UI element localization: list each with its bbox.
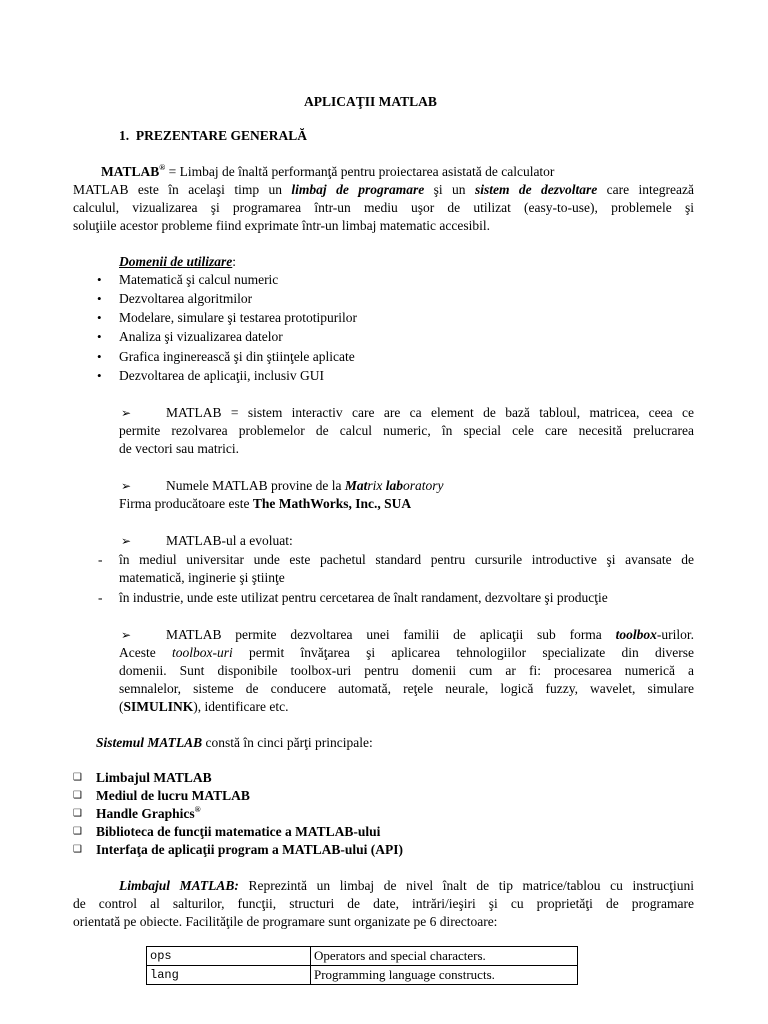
emphasis-development-system: sistem de dezvoltare [474,182,598,197]
directory-description: Operators and special characters. [311,947,578,966]
intro-paragraph-line-3: soluţiile acestor probleme fiind exprimate într-un limbaj matematic accesibil. [73,218,490,233]
checkbox-bullet-icon: ❑ [73,790,82,801]
language-line-1: Limbajul MATLAB: Reprezintă un limbaj de nivel înalt de tip matrice/tablou cu instrucţiuni [119,878,694,893]
registered-mark: ® [194,805,201,814]
point1-line-3: de vectori sau matrici. [119,441,239,456]
list-item: Grafica inginerească şi din ştiinţele aplicate [119,349,355,364]
directory-name: ops [147,947,311,966]
list-item: Handle Graphics® [96,805,201,821]
intro-paragraph-line-2: calculul, vizualizarea şi programarea într-un mediu uşor de utilizat (easy-to-use), problemele şi [73,200,694,215]
point4-line-3: domenii. Sunt disponibile toolbox-uri pentru domenii cum ar fi: procesarea numerică a [119,663,694,678]
language-line-3: orientată pe obiecte. Facilităţile de programare sunt organizate pe 6 directoare: [73,914,498,929]
arrow-bullet-icon: ➢ [121,534,132,548]
domains-heading: Domenii de utilizare: [119,254,237,269]
directory-description: Programming language constructs. [311,966,578,985]
point2-name-origin: Numele MATLAB provine de la Matrix laboratory [166,478,444,493]
bullet-icon: • [97,349,102,364]
point4-line-4: semnalelor, sisteme de conducere automată, reţele neurale, logică fuzzy, wavelet, simulare [119,681,694,696]
bullet-icon: • [97,329,102,344]
list-item: Analiza şi vizualizarea datelor [119,329,283,344]
list-item: Limbajul MATLAB [96,770,212,785]
point4-line-2: Aceste toolbox-uri permit învăţarea şi aplicarea tehnologiilor specializate din diverse [119,645,695,660]
page-title: APLICAŢII MATLAB [304,94,437,109]
dash-bullet: - [98,590,103,605]
matlab-definition [101,163,554,181]
arrow-bullet-icon: ➢ [121,479,132,493]
list-item: Mediul de lucru MATLAB [96,788,250,803]
bullet-icon: • [97,272,102,287]
definition-text: = Limbaj de înaltă performanţă pentru proiectarea asistată de calculator [165,164,555,179]
matlab-brand: MATLAB [101,164,160,179]
list-item: Interfaţa de aplicaţii program a MATLAB-ului (API) [96,842,403,857]
checkbox-bullet-icon: ❑ [73,844,82,855]
checkbox-bullet-icon: ❑ [73,772,82,783]
point4-line-1: MATLAB permite dezvoltarea unei familii de aplicaţii sub forma toolbox-urilor. [166,627,694,642]
bullet-icon: • [97,368,102,383]
point3-dash2: în industrie, unde este utilizat pentru cercetarea de înalt randament, dezvoltare şi producţie [119,590,608,605]
list-item: Dezvoltarea algoritmilor [119,291,253,306]
bullet-icon: • [97,291,102,306]
point3-dash1-line-1: în mediul universitar unde este pachetul standard pentru cursurile introductive şi avansate de [119,552,694,567]
list-item: Modelare, simulare şi testarea prototipurilor [119,310,358,325]
checkbox-bullet-icon: ❑ [73,826,82,837]
table-row [147,966,578,985]
point3-dash1-line-2: matematică, inginerie şi ştiinţe [119,570,285,585]
point3-line-1: MATLAB-ul a evoluat: [166,533,293,548]
registered-mark: ® [159,163,166,172]
point2-firm: Firma producătoare este The MathWorks, Inc., SUA [119,496,412,511]
section-heading [119,127,307,145]
list-item: Dezvoltarea de aplicaţii, inclusiv GUI [119,368,325,383]
section-number: 1. [119,128,130,143]
directories-table [146,946,578,985]
dash-bullet: - [98,552,103,567]
list-item: Biblioteca de funcţii matematice a MATLAB-ului [96,824,381,839]
point1-line-2: permite rezolvarea problemelor de calcul numeric, în special cele care necesită prelucrarea [119,423,694,438]
point4-line-5: (SIMULINK), identificare etc. [119,699,289,714]
checkbox-bullet-icon: ❑ [73,808,82,819]
intro-paragraph-line-1: MATLAB este în acelaşi timp un limbaj de programare şi un sistem de dezvoltare care integrează [73,182,694,197]
arrow-bullet-icon: ➢ [121,628,132,642]
directory-name: lang [147,966,311,985]
section-title: PREZENTARE GENERALĂ [135,128,308,143]
company-name: The MathWorks, Inc., SUA [252,496,412,511]
list-item: Matematică şi calcul numeric [119,272,279,287]
bullet-icon: • [97,310,102,325]
table-row [147,947,578,966]
arrow-bullet-icon: ➢ [121,406,132,420]
emphasis-programming-language: limbaj de programare [291,182,425,197]
point1-line-1: MATLAB = sistem interactiv care are ca element de bază tabloul, matricea, ceea ce [166,405,694,420]
system-heading: Sistemul MATLAB constă în cinci părţi principale: [96,735,373,750]
language-line-2: de control al salturilor, funcţii, structuri de date, intrări/ieşiri şi cu proprietăţi de programare [73,896,694,911]
